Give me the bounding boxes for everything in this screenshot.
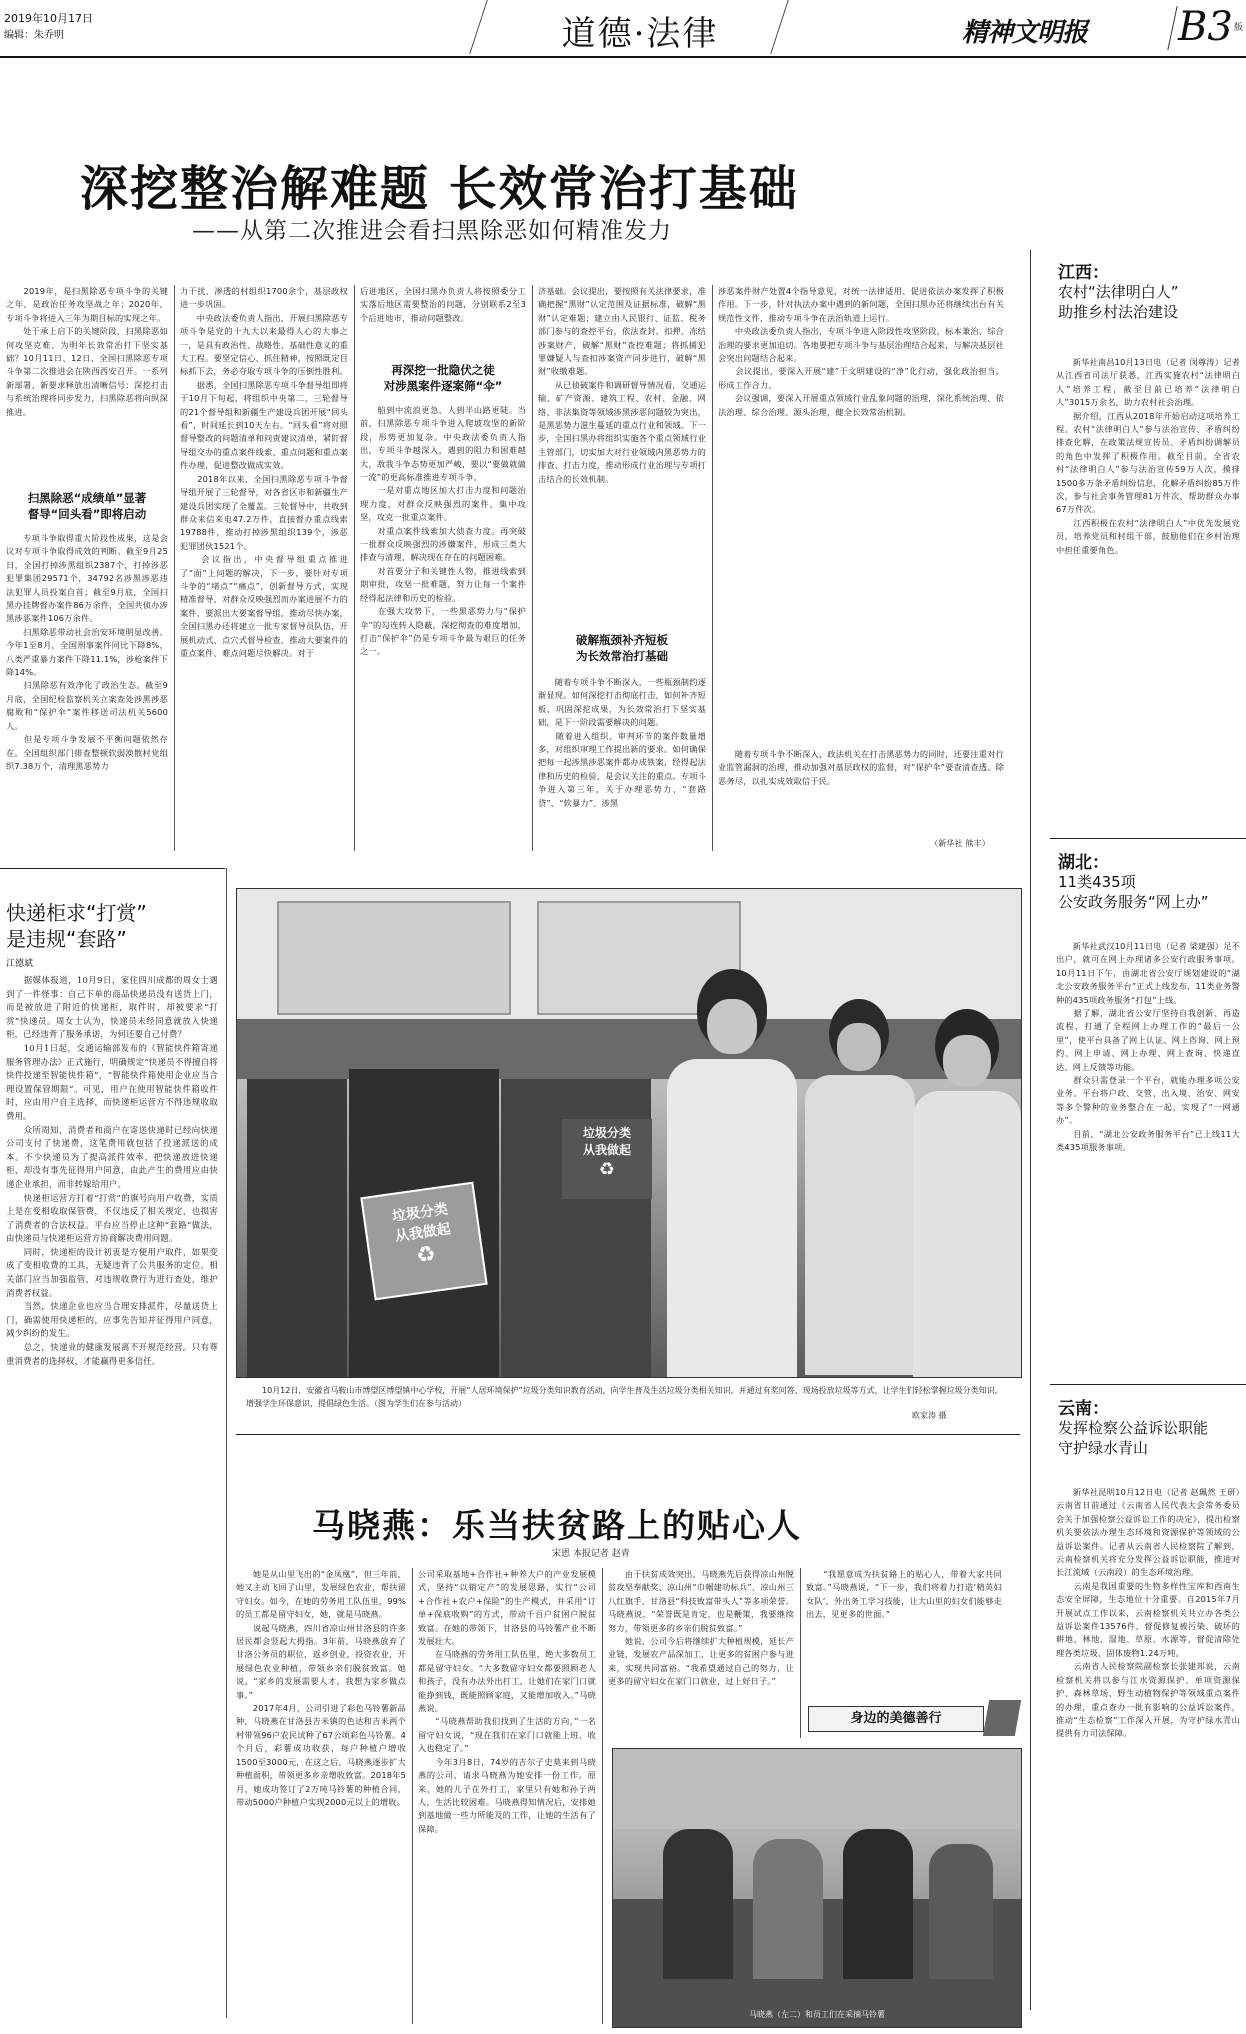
express-byline: 江德斌 bbox=[6, 959, 34, 969]
virtue-column-label bbox=[808, 1706, 984, 1732]
lead-col4-subhead: 破解瓶颈补齐短板 为长效常治打基础 bbox=[576, 633, 668, 663]
maxiaoyan-col2: 公司采取基地+合作社+种养大户的产业发展模式，坚持“以销定产”的发展思路，实行“公司+合作社+农户+保险”的生产模式，并采用“订单+保底收购”的方式，带动千百户贫困户脱贫致富。在她的带领下，甘洛县的马铃薯产业不断发展壮大。 在马晓燕的劳务用工队伍里，绝大多数员工都是留守妇女。“大多数留守妇女都要照顾老人和孩子，没有办法外出打工，让她们在家门口就能挣到钱，既能照顾家庭，又能增加收入。”马晓燕说。 “马晓燕帮助我们找到了生活的方向，”一名留守妇女说，“现在我们在家门口就能上班，收入也稳定了。” 今年3月8日，74岁的吉尔子史莫来到马晓燕的公司，请求马晓燕为她安排一份工作。原来，她的儿子在外打工，家里只有她和孙子两人，生活比较困难。马晓燕得知情况后，安排她到基地做一些力所能及的工作，让她的生活有了保障。 bbox=[418, 1569, 596, 1834]
maxiaoyan-byline: 宋恩 本报记者 赵青 bbox=[552, 1549, 630, 1559]
paper-name: 精神文明报 bbox=[962, 18, 1088, 48]
page-editor: 编辑：朱乔明 bbox=[4, 30, 64, 41]
hubei-region: 湖北： bbox=[1058, 853, 1109, 873]
lead-col5-text: 涉恶案件财产处置4个指导意见，对统一法律适用、促进依法办案发挥了积极作用。下一步，针对执法办案中遇到的新问题，全国扫黑办还将继续出台有关规范性文件，推动专项斗争在法治轨道上运行。 中央政法委负责人指出，专项斗争进入阶段性攻坚阶段，标本兼治、综合治理的要求更加迫切。各地要把专项斗争与基层治理结合起来，与解决基层社会突出问题结合起来。 会议提出，要深入开展“建”于文明建设的“净”化行动，强化政治担当，形成工作合力。 会议强调，要深入开展重点领域行业乱象问题的治理，深化系统治理、依法治理、综合治理、源头治理，健全长效常治机制。 bbox=[718, 286, 1004, 417]
lead-col1-subhead: 扫黑除恶“成绩单”显著 督导“回头看”即将启动 bbox=[27, 491, 147, 521]
brush-stroke-icon bbox=[983, 1700, 1021, 1736]
lead-col4-text: 济基础。会议提出，要按照有关法律要求，准确把握“黑财”认定范围及证据标准，破解“黑财”认定难题；建立由人民银行、证监、税务部门参与的查控平台，依法查封、扣押、冻结涉案财产，破解“黑财”查控难题；将抓捕犯罪嫌疑人与查扣涉案资产同步进行，破解“黑财”收缴难题。 从已侦破案件和调研督导情况看，交通运输、矿产资源、建筑工程、农村、金融、网络、非法集资等领域涉黑涉恶问题较为突出，是黑恶势力滋生蔓延的重点行业和领域。下一步，全国扫黑办将组织实施各个重点领域行业主管部门，切实加大对行业领域内黑恶势力的排查、打击力度，推动形成行业治理与专项打击结合的长效机制。 bbox=[538, 286, 706, 484]
issue-date: 2019年10月17日 bbox=[4, 12, 93, 25]
maxiaoyan-col3: 由于扶贫成效突出，马晓燕先后获得凉山州脱贫攻坚奉献奖、凉山州“巾帼建功标兵”、凉山州三八红旗手、甘洛县“科技致富带头人”等多项荣誉。马晓燕说，“荣誉既是肯定，也是鞭策，我要继续努力，带领更多的乡亲们脱贫致富。” 她说，公司今后将继续扩大种植规模，延长产业链，发展农产品深加工，让更多的贫困户参与进来，实现共同富裕。“我希望通过自己的努力，让更多的留守妇女在家门口就业，过上好日子。” bbox=[608, 1569, 794, 1687]
jiangxi-region: 江西： bbox=[1058, 263, 1109, 283]
lead-col2-text: 力干扰、渗透的村组织1700余个，基层政权进一步巩固。 中央政法委负责人指出，开展扫黑除恶专项斗争是党的十九大以来最得人心的大事之一，是具有政治性、战略性、基础性意义的重大工程。要坚定信心、抓住精神，按照既定目标抓下去，务必夺取专项斗争的压倒性胜利。 据悉，全国扫黑除恶专项斗争督导组即将于10月下旬起，将组织中央第二、三轮督导的21个督导组和新疆生产建设兵团开展“回头看”，时间延长到10天左右。“回头看”将对照督导整改的问题清单和问责建议清单，紧盯督导组交办的重点案件线索、重点问题和重点案件办理，促进整改做成实效。 2018年以来，全国扫黑除恶专项斗争督导组开展了三轮督导，对各省区市和新疆生产建设兵团实现了全覆盖。三轮督导中，共收到群众来信来电47.2万件，直接督办重点线索19788件，推动打掉涉黑组织139个，涉恶犯罪团伙1521个。 会议指出，中央督导组重点推进了“面”上问题的解决，下一步，要针对专项斗争的“堵点”“痛点”，创新督导方式，实现精准督导，对群众反映强烈而办案进展不力的案件，要派出大要案督导组，推动尽快办案，全国扫黑办还将建立一批专家督导员队伍，开展机动式、点穴式督导检查，推动大要案件的重点案件、难点问题尽快解决。对于 bbox=[180, 286, 348, 658]
paper-divider bbox=[1167, 6, 1177, 50]
student-figure bbox=[907, 999, 1021, 1378]
recycle-icon: ♻ bbox=[598, 1159, 616, 1180]
lead-subheadline: ——从第二次推进会看扫黑除恶如何精准发力 bbox=[192, 218, 672, 244]
worker-figure bbox=[753, 1839, 823, 1979]
worker-figure bbox=[929, 1844, 993, 1979]
bin-sign-1-text: 垃圾分类 从我做起 bbox=[391, 1201, 452, 1245]
lead-credit: （新华社 熊丰） bbox=[930, 838, 990, 848]
maxiaoyan-col4: “我愿意成为扶贫路上的贴心人，带着大家共同致富。”马晓燕说，“下一步，我们将着力打造‘精英妇女队’，外出务工学习技能，让大山里的妇女们能够走出去，见更多的世面。” bbox=[806, 1569, 1002, 1620]
lead-col3-text: 后进地区，全国扫黑办负责人将按照委分工实落后地区需要整治的问题，分别联系2至3个后进地市，推动问题整改。 bbox=[360, 286, 526, 323]
bin-sign-1 bbox=[360, 1182, 487, 1301]
yunnan-body: 新华社昆明10月12日电（记者 赵珮然 王研）云南省日前通过《云南省人民代表大会常务委员会关于加强检察公益诉讼工作的决定》，提出检察机关要依法办理生态环境和资源保护等领域的公益诉讼案件。记者从云南省人民检察院了解到，云南检察机关将充分发挥公益诉讼职能，推进对长江流域（云南段）的生态环境治理。 云南是我国重要的生物多样性宝库和西南生态安全屏障，生态地位十分重要。自2015年7月开展试点工作以来，云南检察机关共立办各类公益诉讼案件13576件，督促修复被污染、破坏的耕地、林地、湿地、草原、水源等，督促清除处理各类垃圾、固体废物1.24万吨。 云南省人民检察院副检察长张建邦说，云南检察机关将以参与江水资源保护、单项资源保护、森林草场、野生动植物保护等领域重点案件的办理，重点查办一批有影响的公益诉讼案件，推动“生态检察”工作深入开展，为守护绿水青山提供有力司法保障。 bbox=[1056, 1487, 1240, 1739]
masthead bbox=[0, 0, 1246, 56]
express-headline: 快递柜求“打赏” 是违规“套路” bbox=[6, 901, 147, 951]
lead-col1-text: 2019年，是扫黑除恶专项斗争的关键之年，是政治任务攻坚战之年；2020年，专项斗争将进入三年为期目标的实现之年。 处于承上启下的关键阶段，扫黑除恶如何攻坚克难、为明年长效常治打下坚实基础？10月11日、12日，全国扫黑除恶专项斗争第二次推进会在陕西西安召开。一系列新部署、新要求释放出清晰信号：深挖打击与系统治理将同步发力，扫黑除恶将向纵深推进。 bbox=[6, 286, 168, 417]
worker-figure bbox=[843, 1829, 913, 1979]
page-number: B3 bbox=[1178, 4, 1233, 50]
worker-figure bbox=[663, 1829, 733, 1979]
maxiaoyan-headline: 马晓燕：乐当扶贫路上的贴心人 bbox=[312, 1506, 802, 1545]
hubei-body: 新华社武汉10月11日电（记者 梁建强）足不出户，就可在网上办理诸多公安行政服务事项。10月11日下午，由湖北省公安厅规划建设的“湖北公安政务服务平台”正式上线发布，11类业务警种的435项政务服务“打包”上线。 据了解，湖北省公安厅坚持自我创新、再造流程，打通了全程网上办理工作的“最后一公里”，使平台具备了网上认证、网上咨询、网上预约、网上申请、网上办理、网上查询、快递直达、网上反馈等功能。 群众只需登录一个平台，就能办理多项公安业务。平台将户政、交管、出入境、治安、网安等多个警种的业务整合在一起，实现了“一网通办”。 目前，“湖北公安政务服务平台”已上线11大类435项服务事项。 bbox=[1056, 941, 1240, 1153]
lead-headline: 深挖整治解难题 长效常治打基础 bbox=[80, 161, 799, 217]
student-figure bbox=[797, 989, 917, 1378]
jiangxi-body: 新华社南昌10月13日电（记者 闵尊涛）记者从江西省司法厅获悉，江西实施农村“法律明白人”培养工程，截至目前已培养“法律明白人”3015万余名，助力农村社会治理。 据介绍，江西从2018年开始启动这项培养工程。农村“法律明白人”参与法治宣传、矛盾纠纷排查化解，在政策法规宣传员、矛盾纠纷调解员的角色中发挥了积极作用。截至目前，全省农村“法律明白人”参与法治宣传59万人次，摸排1500多万条矛盾纠纷信息，化解矛盾纠纷85万件次，参与社会事务管理81万件次，帮助群众办事67万件次。 江西积极在农村“法律明白人”中优先发展党员，培养党员和村组干部，鼓励他们在乡村治理中担任重要角色。 bbox=[1056, 357, 1240, 555]
lead-col3-subhead: 再深挖一批隐伏之徒 对涉黑案件逐案筛“伞” bbox=[383, 363, 503, 393]
recycle-icon: ♻ bbox=[414, 1241, 438, 1270]
maxiaoyan-photo bbox=[612, 1748, 1022, 2028]
garbage-photo-caption: 10月12日，安徽省马鞍山市博望区博望镇中心学校，开展“人居环境保护”垃圾分类知识教育活动，向学生普及生活垃圾分类相关知识，并通过有奖问答、现场投放垃圾等方式，让学生们轻松掌握垃圾分类知识，增强学生环保意识，提倡绿色生活。（图为学生们在参与活动） bbox=[246, 1386, 1003, 1408]
lead-col1b-text: 专项斗争取得重大阶段性成果，这是会议对专项斗争取得成效的判断。截至9月25日，全国打掉涉黑组织2387个，打掉涉恶犯罪集团29571个，34792名涉黑涉恶违法犯罪人员投案自首；截至9月底，全国扫黑办挂牌督办案件86万余件，全国共侦办涉黑涉恶案件106万余件。 扫黑除恶带动社会治安环境明显改善。今年1至8月，全国刑事案件同比下降8%，八类严重暴力案件下降11.1%，涉枪案件下降14%。 扫黑除恶有效净化了政治生态。截至9月底，全国纪检监察机关立案查处涉黑涉恶腐败和“保护伞”案件移送司法机关5600人。 但是专项斗争发展不平衡问题依然存在。全国组织部门排查整顿软弱涣散村党组织7.38万个，清理黑恶势力 bbox=[6, 533, 168, 771]
lead-col4b-text: 随着专项斗争不断深入，一些瓶颈制约逐渐显现。如何深挖打击彻底打击，如何补齐短板，巩固深挖成果，为长效常治打下坚实基础，是下一阶段需要解决的问题。 随着进入组织、审判环节的案件数量增多，对组织审理工作提出新的要求。如何确保把每一起涉黑涉恶案件都办成铁案，经得起法律和历史的检验，是会议关注的重点。专项斗争进入第三年，关于办理恶势力、“套路贷”、“软暴力”、涉黑 bbox=[538, 677, 706, 808]
express-body: 据媒体报道，10月9日，家住四川成都的周女士遇到了一件怪事：自己下单的商品快递员没有送货上门，而是被放进了附近的快递柜，取件时，却被要求“打赏”快递员。周女士认为，快递员未经同意就放入快递柜，已经违背了服务承诺，为何还要自己付费？ 10月1日起，交通运输部发布的《智能快件箱寄递服务管理办法》正式施行，明确规定“快递员不得擅自将快件投递至智能快件箱”，“智能快件箱使用企业应当合理设置保管期限”。可见，用户在使用智能快件箱收件时，应由用户自主选择，而快递柜运营方不得违规收取费用。 众所周知，消费者和商户在寄送快递时已经向快递公司支付了快递费，这笔费用就包括了投递派送的成本。不少快递员为了提高派件效率，把快递放进快递柜，却没有事先征得用户同意，由此产生的费用应由快递企业承担，而非转嫁给用户。 快递柜运营方打着“打赏”的旗号向用户收费，实质上是在变相收取保管费，不仅违反了相关规定，也损害了消费者的合法权益。平台应当停止这种“套路”做法，由快递员与快递柜运营方协商解决费用问题。 同时，快递柜的设计初衷是方便用户取件，如果变成了变相收费的工具，无疑违背了公共服务的定位。相关部门应当加强监管，对违规收费行为进行查处，维护消费者权益。 当然，快递企业也应当合理安排派件，尽量送货上门，确需使用快递柜的，应事先告知并征得用户同意，减少纠纷的发生。 总之，快递业的健康发展离不开规范经营。只有尊重消费者的选择权，才能赢得更多信任。 bbox=[6, 975, 218, 1366]
yunnan-region: 云南： bbox=[1058, 1399, 1109, 1419]
garbage-sorting-photo bbox=[236, 888, 1022, 1378]
page-suffix: 版 bbox=[1234, 23, 1244, 33]
lead-col5b-text: 随着专项斗争不断深入，政法机关在打击黑恶势力的同时，还要注重对行业监管漏洞的治理，推动加强对基层政权的监督，对“保护伞”要查清查透、除恶务尽，以扎实成效取信于民。 bbox=[718, 749, 1004, 786]
hubei-title: 11类435项 公安政务服务“网上办” bbox=[1058, 873, 1209, 911]
maxiaoyan-col1: 她是从山里飞出的“金凤凰”，但三年前，她又主动飞回了山里，发展绿色农业，帮扶留守妇女。如今，在她的劳务用工队伍里，99%的员工都是留守妇女，她，就是马晓燕。 说起马晓燕，四川省凉山州甘洛县的许多居民都会竖起大拇指。3年前，马晓燕放弃了甘洛公务员的职位，返乡创业，投资农业，开展绿色农业种植，带领乡亲们脱贫致富。她说，“家乡的发展需要人才，我想为家乡做点事。” 2017年4月，公司引进了彩色马铃薯新品种，马晓燕在甘洛县吉米镇的色达和吉米两个村带领96户农民试种了67公顷彩色马铃薯。4个月后，彩薯成功收获，每户种植户增收1500至3000元，在这之后，马晓燕逐步扩大种植面积，带领更多乡亲增收致富。2018年5月，她成功签订了2万吨马铃薯的种植合同，带动5000户种植户实现2000元以上的增收。 bbox=[236, 1569, 406, 1807]
bin-sign-2-text: 垃圾分类 从我做起 bbox=[582, 1126, 631, 1157]
virtue-column-label-text: 身边的美德善行 bbox=[850, 1711, 942, 1726]
bin-sign-2 bbox=[562, 1119, 652, 1199]
garbage-photo-credit: 欧家涛 摄 bbox=[912, 1411, 947, 1420]
lead-col3b-text: 船到中流浪更急，人到半山路更陡。当前，扫黑除恶专项斗争进入爬坡攻坚的新阶段，形势更加复杂。中央政法委负责人指出，专项斗争越深入，遇到的阻力和困难越大，敌我斗争态势更加严峻，要以“要做就做一流”的更高标准推进专项斗争。 一是对重点地区加大打击力度和问题治理力度，对群众反映强烈的案件，集中攻坚，攻克一批重点案件。 对重点案件线索加大侦查力度。再突破一批群众反映强烈的涉嫌案件，形成三类大排查与清理，解决现在存在的问题困难。 对首要分子和关键性人物，推进线索到期审批，攻坚一批难题，努力让每一个案件经得起法律和历史的检验。 在强大攻势下，一些黑恶势力与“保护伞”的勾连转入隐蔽，深挖彻查的难度增加，打击“保护伞”仍是专项斗争最为艰巨的任务之一。 bbox=[360, 405, 526, 657]
yunnan-title: 发挥检察公益诉讼职能 守护绿水青山 bbox=[1058, 1419, 1209, 1457]
masthead-rule bbox=[0, 56, 1246, 58]
jiangxi-title: 农村“法律明白人” 助推乡村法治建设 bbox=[1058, 283, 1179, 321]
section-title: 道德·法律 bbox=[561, 14, 719, 54]
student-figure bbox=[657, 949, 807, 1378]
maxiaoyan-photo-caption: 马晓燕（左二）和员工们在采摘马铃薯 bbox=[749, 2010, 885, 2019]
